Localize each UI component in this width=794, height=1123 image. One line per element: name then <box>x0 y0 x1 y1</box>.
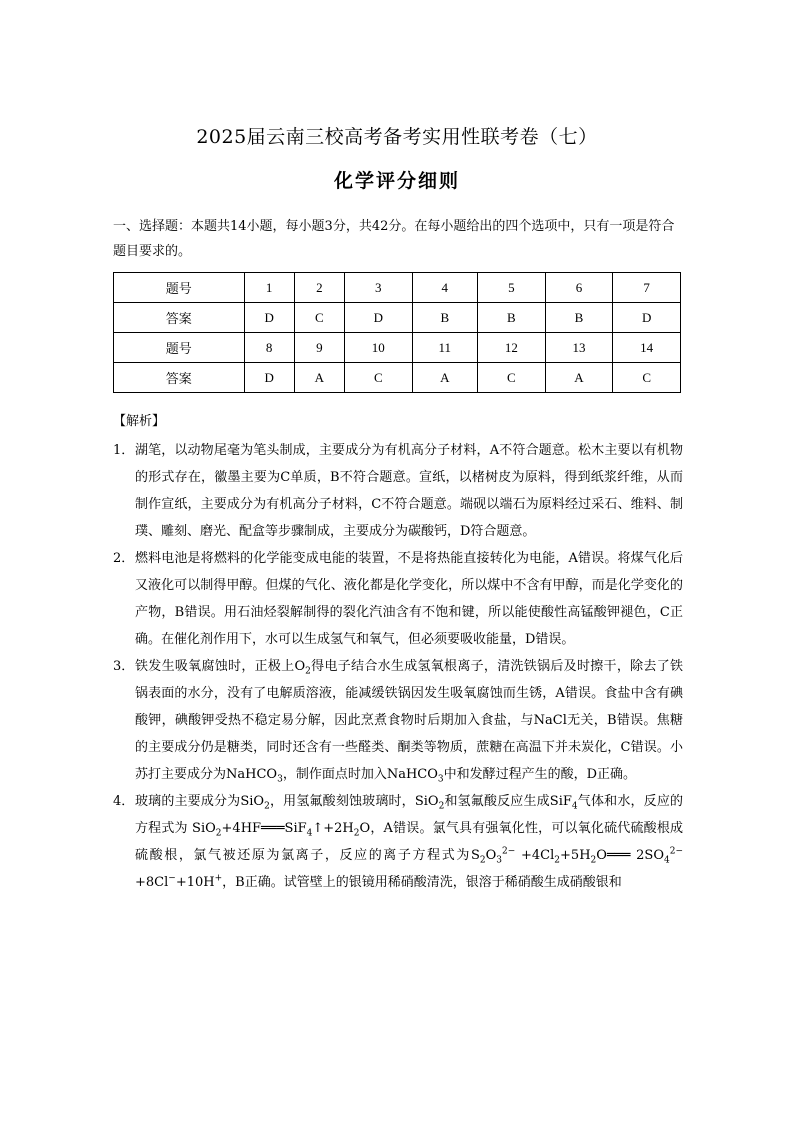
superscript: 2− <box>669 846 684 857</box>
item-text: 铁发生吸氧腐蚀时，正极上O <box>135 659 306 674</box>
table-cell: 8 <box>244 333 294 363</box>
item-text: 湖笔，以动物尾毫为笔头制成，主要成分为有机高分子材料，A不符合题意。松木主要以有机物的形式存在，徽墨主要为C单质，B不符合题意。宣纸，以楮树皮为原料，得到纸浆纤维，从而制作宣纸，主要成分为有机高分子材料，C不符合题意。端砚以端石为原料经过采石、维料、制璞、雕刻、磨光、配盒等步骤制成，主要成分为碳酸钙，D符合题意。 <box>135 443 683 539</box>
item-text: ↑+2H <box>312 821 354 836</box>
list-item <box>113 653 683 788</box>
table-cell: C <box>613 363 681 393</box>
table-cell: 3 <box>344 273 412 303</box>
item-text: 中和发酵过程产生的酸，D正确。 <box>443 767 637 782</box>
table-cell: 7 <box>613 273 681 303</box>
table-cell: D <box>344 303 412 333</box>
list-item <box>113 437 683 545</box>
item-number: 4． <box>113 794 135 809</box>
subscript: 2 <box>264 801 270 812</box>
item-number: 1． <box>113 443 135 458</box>
item-text: O <box>485 848 497 863</box>
item-text: O═══ 2SO <box>596 848 664 863</box>
table-cell: B <box>545 303 613 333</box>
subscript: 3 <box>437 774 444 785</box>
table-cell: A <box>412 363 477 393</box>
item-text: ，制作面点时加入NaHCO <box>282 767 438 782</box>
table-cell: 12 <box>478 333 546 363</box>
subscript: 2 <box>590 855 597 866</box>
item-text: +4Cl <box>515 848 555 863</box>
table-cell: 2 <box>294 273 344 303</box>
item-text: O，A错误。氯气具有强氧化性，可以氧化硫代硫酸根成硫酸根，氯气被还原为氯离子，反应的离子方程式为S <box>135 821 684 863</box>
table-row <box>114 333 681 363</box>
page-subtitle: 化学评分细则 <box>333 170 460 192</box>
table-row <box>114 273 681 303</box>
item-text: +5H <box>560 848 591 863</box>
subscript: 2 <box>554 855 561 866</box>
subscript: 3 <box>496 855 502 866</box>
table-cell: 5 <box>478 273 546 303</box>
table-cell: 14 <box>613 333 681 363</box>
item-text: 和氢氟酸反应生成SiF <box>444 794 572 809</box>
page-title: 2025届云南三校高考备考实用性联考卷（七） <box>196 126 598 148</box>
table-cell: C <box>344 363 412 393</box>
item-text: +8Cl <box>135 875 169 890</box>
analysis-heading: 【解析】 <box>113 414 166 429</box>
table-cell: 题号 <box>114 333 245 363</box>
table-cell: C <box>478 363 546 393</box>
item-number: 3． <box>113 659 135 674</box>
table-row <box>114 363 681 393</box>
table-cell: A <box>294 363 344 393</box>
subscript: 2 <box>305 666 311 677</box>
superscript: − <box>168 873 176 884</box>
table-cell: D <box>244 303 294 333</box>
table-cell: 10 <box>344 333 412 363</box>
table-cell: 答案 <box>114 303 245 333</box>
item-text: 气体和水，反应的方程式为 SiO <box>135 794 683 836</box>
item-text: +4HF═══SiF <box>221 821 307 836</box>
table-cell: B <box>412 303 477 333</box>
table-cell: D <box>244 363 294 393</box>
table-cell: A <box>545 363 613 393</box>
subscript: 2 <box>479 855 486 866</box>
subscript: 4 <box>306 828 313 839</box>
subscript: 2 <box>215 828 222 839</box>
table-cell: 11 <box>412 333 477 363</box>
item-text: +10H <box>175 875 215 890</box>
item-text: 燃料电池是将燃料的化学能变成电能的装置，不是将热能直接转化为电能，A错误。将煤气化后又液化可以制得甲醇。但煤的气化、液化都是化学变化，所以煤中不含有甲醇，而是化学变化的产物，B错误。用石油烃裂解制得的裂化汽油含有不饱和键，所以能使酸性高锰酸钾褪色，C正确。在催化剂作用下，水可以生成氢气和氧气，但必须要吸收能量，D错误。 <box>135 551 683 647</box>
table-row <box>114 303 681 333</box>
section-intro: 一、选择题：本题共14小题，每小题3分，共42分。在每小题给出的四个选项中，只有一项是符合题目要求的。 <box>113 219 675 259</box>
table-cell: 题号 <box>114 273 245 303</box>
table-cell: C <box>294 303 344 333</box>
subscript: 2 <box>438 801 445 812</box>
superscript: + <box>214 873 223 884</box>
item-number: 2． <box>113 551 135 566</box>
list-item <box>113 788 683 896</box>
subscript: 2 <box>353 828 360 839</box>
subscript: 4 <box>571 801 578 812</box>
table-cell: 9 <box>294 333 344 363</box>
superscript: 2− <box>502 846 516 857</box>
item-text: ，B正确。试管壁上的银镜用稀硝酸清洗，银溶于稀硝酸生成硝酸银和 <box>222 875 622 890</box>
table-cell: 答案 <box>114 363 245 393</box>
table-cell: 6 <box>545 273 613 303</box>
item-text: 玻璃的主要成分为SiO <box>135 794 265 809</box>
table-cell: B <box>478 303 546 333</box>
table-cell: 4 <box>412 273 477 303</box>
list-item <box>113 545 683 653</box>
table-cell: D <box>613 303 681 333</box>
subscript: 3 <box>277 774 283 785</box>
item-text: 得电子结合水生成氢氧根离子，清洗铁锅后及时擦干，除去了铁锅表面的水分，没有了电解质溶液，能减缓铁锅因发生吸氧腐蚀而生锈，A错误。食盐中含有碘酸钾，碘酸钾受热不稳定易分解，因此烹煮食物时后期加入食盐，与NaCl无关，B错误。焦糖的主要成分仍是糖类，同时还含有一些醛类、酮类等物质，蔗糖在高温下并未炭化，C错误。小苏打主要成分为NaHCO <box>135 659 683 782</box>
subscript: 4 <box>664 855 670 866</box>
table-cell: 1 <box>244 273 294 303</box>
table-cell: 13 <box>545 333 613 363</box>
item-text: ，用氢氟酸刻蚀玻璃时，SiO <box>269 794 439 809</box>
analysis-list <box>113 437 683 896</box>
answer-table <box>113 272 681 393</box>
